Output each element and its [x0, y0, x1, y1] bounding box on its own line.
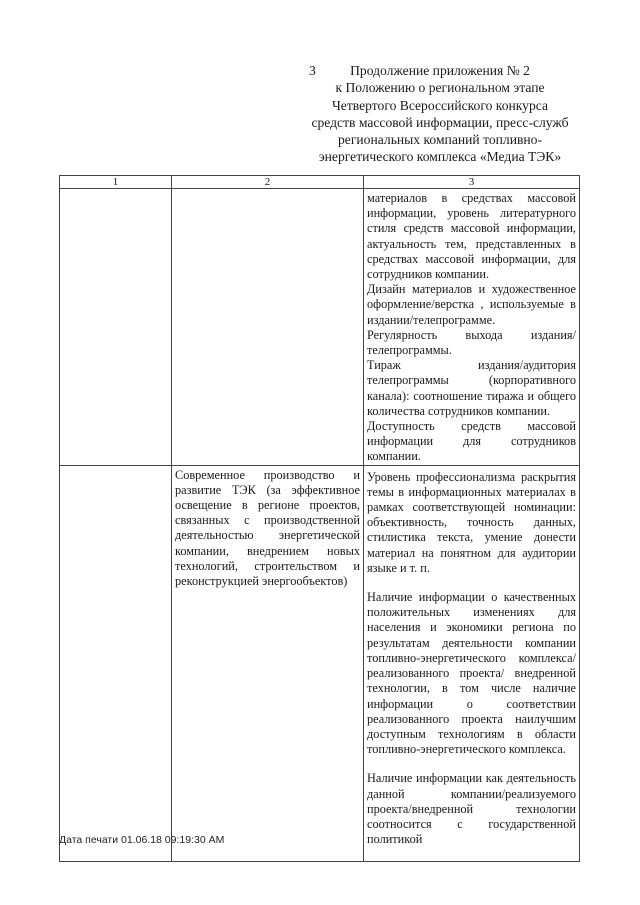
criteria-cell [364, 465, 580, 861]
criteria-paragraph: Тираж издания/аудитория телепрограммы (корпоративного канала): соотношение тиража и общего количества сотрудников компании. [367, 358, 576, 418]
table-row [60, 465, 580, 861]
print-date: Дата печати 01.06.18 09:19:30 AM [59, 834, 225, 846]
criteria-paragraph: Наличие информации о качественных положительных изменениях для населения и экономики региона по результатам деятельности компании топливно-энергетического комплекса/ реализованного проекта/ внедренной технологии, в том числе наличие информации о соответствии реализованного проекта наилучшим доступным технологиям в области топливно-энергетического комплекса. [367, 590, 576, 757]
column-number: 2 [172, 176, 364, 189]
header-line: энергетического комплекса «Медиа ТЭК» [318, 149, 562, 165]
nomination-cell [172, 465, 364, 861]
table-row [60, 189, 580, 466]
header-line: региональных компаний топливно- [338, 132, 542, 148]
criteria-paragraph: Дизайн материалов и художественное оформление/верстка , используемые в издании/телепрограмме. [367, 282, 576, 327]
table-cell [60, 189, 172, 466]
header-line: Четвертого Всероссийского конкурса [331, 97, 549, 113]
criteria-table [59, 175, 580, 862]
header-line: средств массовой информации, пресс-служб [311, 114, 569, 130]
criteria-paragraph: Доступность средств массовой информации для сотрудников компании. [367, 419, 576, 464]
page-number: 3 [309, 63, 316, 78]
column-number-row [60, 176, 580, 189]
criteria-paragraph: Уровень профессионализма раскрытия темы в информационных материалах в рамках соответствующей номинации: объективность, точность данных, стилистика текста, умение донести материал на понятном для аудитории языке и т. п. [367, 469, 576, 575]
nomination-text: Современное производство и развитие ТЭК (за эффективное освещение в регионе проектов, связанных с производственной деятельностью энергетической компании, внедрением новых технологий, строительством и реконструкцией энергообъектов) [175, 467, 360, 589]
column-number: 1 [60, 176, 172, 189]
table-cell [172, 189, 364, 466]
criteria-paragraph: Наличие информации как деятельность данной компании/реализуемого проекта/внедренной технологии соотносится с государственной политикой [367, 771, 576, 847]
criteria-cell [364, 189, 580, 466]
column-number: 3 [364, 176, 580, 189]
header-line: Продолжение приложения № 2 [350, 63, 530, 78]
criteria-paragraph: Регулярность выхода издания/телепрограммы. [367, 327, 576, 358]
criteria-paragraph: материалов в средствах массовой информации, уровень литературного стиля средств массовой информации, актуальность тем, представленных в средствах массовой информации, для сотрудников компании. [367, 191, 576, 282]
header-line: к Положению о региональном этапе [335, 80, 545, 96]
appendix-header [290, 62, 590, 166]
table-cell [60, 465, 172, 861]
